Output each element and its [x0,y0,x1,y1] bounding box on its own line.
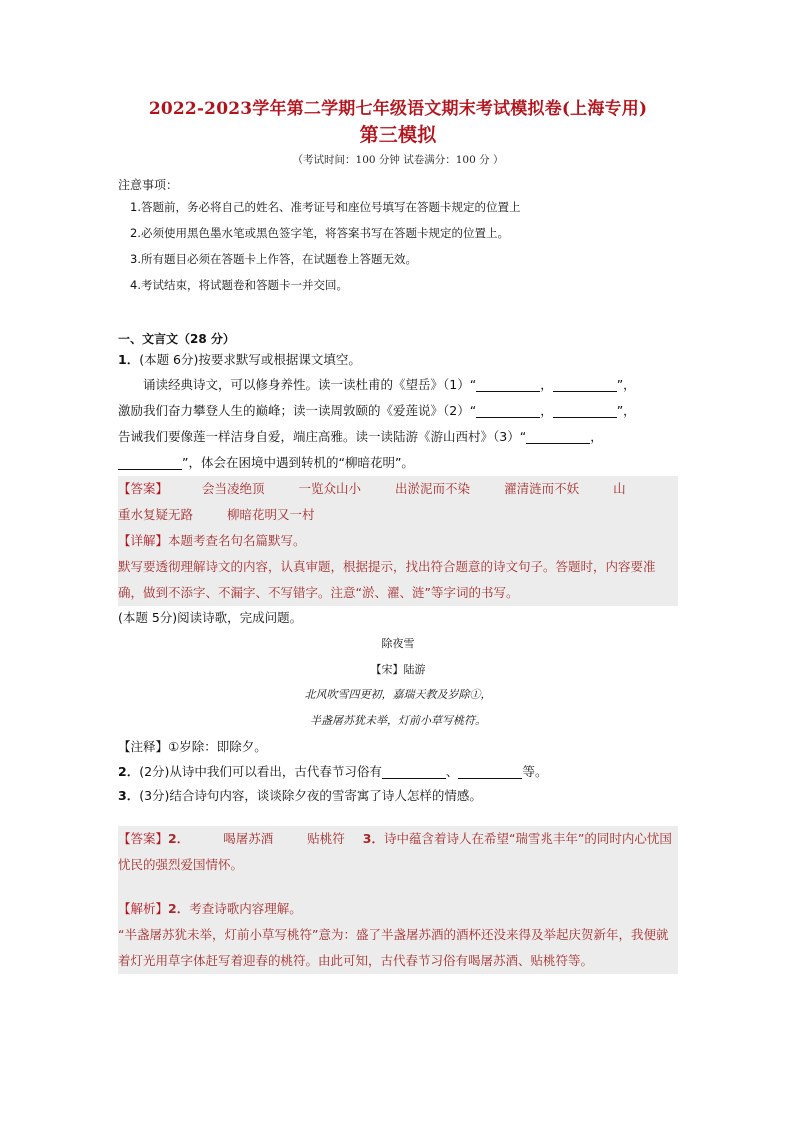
question-text: 等。 [522,764,548,779]
analysis-number: 2． [168,901,190,916]
answer-item: 出淤泥而不染 [395,481,471,496]
question-number: 2． [118,764,140,779]
answer-item: 山 [613,481,626,496]
punct: ”， [616,377,636,392]
analysis-block-2 [118,896,678,974]
detail-body: 默写要透彻理解诗文的内容，认真审题，根据提示，找出符合题意的诗文句子。答题时，内容要准确，做到不添字、不漏字、不写错字。注意“淤、濯、涟”等字词的书写。 [118,559,656,600]
question-text: 诵读经典诗文，可以修身养性。读一读杜甫的《望岳》（1）“ [143,377,477,392]
answer-blank [476,403,540,418]
answer-blank [476,377,540,392]
answer-number: 2． [168,831,190,846]
poem-footnote: 【注释】①岁除：即除夕。 [118,739,267,754]
answer-item: 一览众山小 [298,481,362,496]
answer-item: 重水复疑无路 [118,507,194,522]
question-text: 激励我们奋力攀登人生的巅峰；读一读周敦颐的《爱莲说》（2）“ [118,403,477,418]
answer-item: 贴桃符 [307,831,345,846]
detail-label: 【详解】 [118,533,169,548]
question-text: (3分)结合诗句内容，谈谈除夕夜的雪寄寓了诗人怎样的情感。 [139,788,482,803]
answer-label: 【答案】 [118,831,169,846]
poem-line: 北风吹雪四更初，嘉瑞天教及岁除①， [304,688,492,701]
exam-title: 2022-2023学年第二学期七年级语文期末考试模拟卷(上海专用) [148,99,648,119]
question-1-body-line [118,424,678,450]
answer-blank [382,764,446,779]
answer-item: 濯清涟而不妖 [504,481,580,496]
question-text: (2分)从诗中我们可以看出，古代春节习俗有 [139,764,382,779]
question-text: 告诫我们要像莲一样洁身自爱，端庄高雅。读一读陆游《游山西村》（3）“ [118,429,527,444]
answer-label: 【答案】 [118,481,169,496]
question-number: 3． [118,788,140,803]
punct: ， [540,377,553,392]
exam-subtitle: 第三模拟 [359,124,437,146]
exam-page [118,98,678,974]
punct: ， [540,403,553,418]
answer-blank [553,377,617,392]
answer-block-1 [118,476,678,528]
answer-blank [526,429,590,444]
note-item: 1.答题前，务必将自己的姓名、准考证号和座位号填写在答题卡规定的位置上 [130,200,521,214]
question-1-body-line [118,450,678,476]
question-2 [118,760,678,784]
analysis-body: “半盏屠苏犹未举，灯前小草写桃符”意为：盛了半盏屠苏酒的酒杯还没来得及举起庆贺新年，我便就着灯光用草字体赶写着迎春的桃符。由此可知，古代春节习俗有喝屠苏酒、贴桃符等。 [118,927,669,968]
detail-text: 本题考查名句名篇默写。 [168,533,306,548]
detail-block-1 [118,528,678,606]
punct: ”， [616,403,636,418]
question-text: ”，体会在困境中遇到转机的“柳暗花明”。 [182,455,414,470]
question-1-prompt [118,348,678,372]
question-1-body [118,372,678,398]
poem-author: 【宋】陆游 [370,663,426,676]
answer-spacer [118,878,678,896]
analysis-label: 【解析】 [118,901,169,916]
poem-title: 除夜雪 [381,637,415,650]
answer-item: 柳暗花明又一村 [227,507,315,522]
notes-heading: 注意事项： [118,178,179,192]
note-item: 4.考试结束，将试题卷和答题卡一并交回。 [130,278,348,292]
note-item: 3.所有题目必须在答题卡上作答，在试题卷上答题无效。 [130,252,417,266]
answer-item: 诗中蕴含着诗人在希望“瑞雪兆丰年”的同时内心忧国忧民的强烈爱国情怀。 [118,831,672,872]
answer-block-2 [118,826,678,878]
note-item: 2.必须使用黑色墨水笔或黑色签字笔，将答案书写在答题卡规定的位置上。 [130,226,509,240]
answer-item: 会当凌绝顶 [202,481,265,496]
question-3 [118,784,678,808]
answer-item: 喝屠苏酒 [223,831,274,846]
punct: 、 [445,764,459,779]
answer-blank [118,455,182,470]
answer-blank [553,403,617,418]
exam-meta: （考试时间：100 分钟 试卷满分：100 分 ） [292,154,504,166]
punct: ， [590,429,603,444]
analysis-head: 考查诗歌内容理解。 [189,901,302,916]
question-text: (本题 6分)按要求默写或根据课文填空。 [139,352,361,367]
poem-line: 半盏屠苏犹未举，灯前小草写桃符。 [310,714,486,727]
section-heading: 一、文言文（28 分） [118,332,235,346]
answer-blank [458,764,522,779]
question-number: 1． [118,352,140,367]
answer-number: 3． [362,831,384,846]
poem-intro: (本题 5分)阅读诗歌，完成问题。 [118,610,303,625]
question-1-body-line [118,398,678,424]
